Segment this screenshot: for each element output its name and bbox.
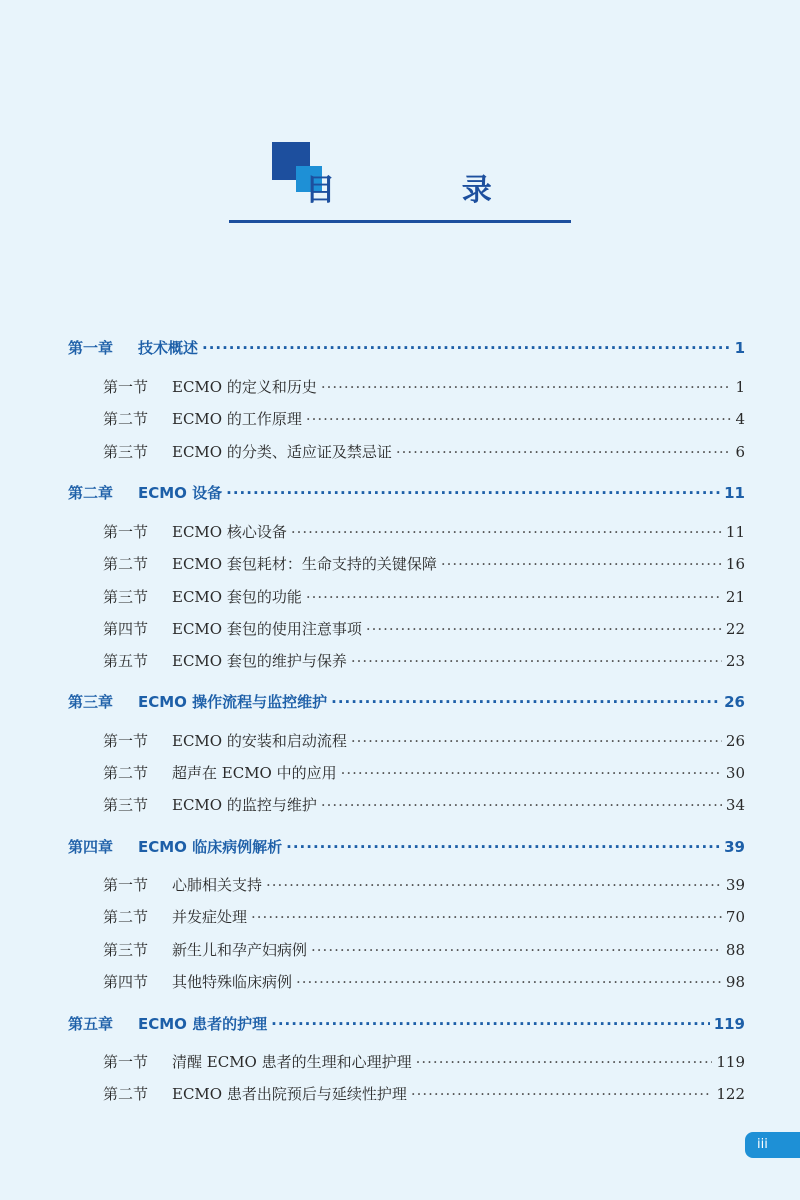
chapter-page-number: 119 bbox=[713, 1015, 745, 1033]
chapter-number: 第三章 bbox=[68, 693, 114, 711]
section-number: 第五节 bbox=[103, 652, 149, 670]
section-number: 第二节 bbox=[103, 908, 149, 926]
section-page-number: 39 bbox=[725, 876, 745, 894]
toc-section-row[interactable] bbox=[103, 408, 745, 429]
chapter-page-number: 11 bbox=[724, 484, 745, 502]
toc-section-row[interactable] bbox=[103, 971, 745, 992]
section-number: 第一节 bbox=[103, 876, 149, 894]
section-number: 第二节 bbox=[103, 764, 149, 782]
toc-section-row[interactable] bbox=[103, 794, 745, 815]
section-number: 第一节 bbox=[103, 523, 149, 541]
section-title: 其他特殊临床病例 bbox=[172, 973, 293, 991]
section-number: 第二节 bbox=[103, 410, 149, 428]
chapter-title: ECMO 设备 bbox=[138, 484, 223, 502]
section-number: 第四节 bbox=[103, 620, 149, 638]
dot-leader bbox=[311, 941, 722, 959]
dot-leader bbox=[226, 484, 720, 502]
chapter-number: 第四章 bbox=[68, 838, 114, 856]
toc-section-row[interactable] bbox=[103, 553, 745, 574]
dot-leader bbox=[441, 555, 722, 573]
dot-leader bbox=[271, 1015, 710, 1033]
section-page-number: 4 bbox=[735, 410, 745, 428]
dot-leader bbox=[266, 876, 722, 894]
section-title: ECMO 套包的功能 bbox=[172, 588, 302, 606]
section-page-number: 22 bbox=[725, 620, 745, 638]
toc-section-row[interactable] bbox=[103, 906, 745, 927]
dot-leader bbox=[351, 732, 722, 750]
chapter-number: 第一章 bbox=[68, 339, 114, 357]
toc-section-row[interactable] bbox=[103, 441, 745, 462]
dot-leader bbox=[366, 620, 722, 638]
toc-chapter-row[interactable] bbox=[68, 836, 745, 857]
chapter-title: 技术概述 bbox=[138, 339, 199, 357]
chapter-title: ECMO 操作流程与监控维护 bbox=[138, 693, 328, 711]
toc-section-row[interactable] bbox=[103, 650, 745, 671]
dot-leader bbox=[286, 838, 720, 856]
section-page-number: 34 bbox=[725, 796, 745, 814]
dot-leader bbox=[291, 523, 722, 541]
section-page-number: 1 bbox=[735, 378, 745, 396]
section-title: 新生儿和孕产妇病例 bbox=[172, 941, 308, 959]
section-page-number: 26 bbox=[725, 732, 745, 750]
dot-leader bbox=[202, 339, 731, 357]
dot-leader bbox=[331, 693, 720, 711]
section-number: 第一节 bbox=[103, 732, 149, 750]
section-page-number: 70 bbox=[725, 908, 745, 926]
section-title: 清醒 ECMO 患者的生理和心理护理 bbox=[172, 1053, 412, 1071]
section-page-number: 21 bbox=[725, 588, 745, 606]
section-number: 第四节 bbox=[103, 973, 149, 991]
section-page-number: 88 bbox=[725, 941, 745, 959]
dot-leader bbox=[396, 443, 732, 461]
section-number: 第一节 bbox=[103, 1053, 149, 1071]
title-underline bbox=[229, 220, 571, 223]
section-title: ECMO 的工作原理 bbox=[172, 410, 302, 428]
toc-section-row[interactable] bbox=[103, 730, 745, 751]
section-page-number: 119 bbox=[716, 1053, 745, 1071]
section-title: 心肺相关支持 bbox=[172, 876, 263, 894]
section-title: ECMO 核心设备 bbox=[172, 523, 287, 541]
section-number: 第三节 bbox=[103, 796, 149, 814]
page-title: 目 录 bbox=[305, 173, 550, 208]
dot-leader bbox=[411, 1085, 713, 1103]
dot-leader bbox=[306, 588, 722, 606]
toc-section-row[interactable] bbox=[103, 521, 745, 542]
section-title: ECMO 的监控与维护 bbox=[172, 796, 317, 814]
section-page-number: 30 bbox=[725, 764, 745, 782]
toc-chapter-row[interactable] bbox=[68, 691, 745, 712]
toc-section-row[interactable] bbox=[103, 376, 745, 397]
chapter-number: 第二章 bbox=[68, 484, 114, 502]
dot-leader bbox=[296, 973, 722, 991]
dot-leader bbox=[416, 1053, 713, 1071]
section-title: 超声在 ECMO 中的应用 bbox=[172, 764, 337, 782]
toc-chapter-row[interactable] bbox=[68, 482, 745, 503]
toc-section-row[interactable] bbox=[103, 762, 745, 783]
section-number: 第三节 bbox=[103, 941, 149, 959]
section-title: ECMO 患者出院预后与延续性护理 bbox=[172, 1085, 407, 1103]
dot-leader bbox=[351, 652, 722, 670]
section-page-number: 11 bbox=[725, 523, 745, 541]
section-title: 并发症处理 bbox=[172, 908, 248, 926]
section-title: ECMO 的分类、适应证及禁忌证 bbox=[172, 443, 392, 461]
dot-leader bbox=[251, 908, 722, 926]
toc-section-row[interactable] bbox=[103, 874, 745, 895]
toc-section-row[interactable] bbox=[103, 1083, 745, 1104]
toc-chapter-row[interactable] bbox=[68, 337, 745, 358]
dot-leader bbox=[321, 378, 732, 396]
chapter-title: ECMO 临床病例解析 bbox=[138, 838, 283, 856]
section-title: ECMO 的安装和启动流程 bbox=[172, 732, 347, 750]
page-number-badge: iii bbox=[745, 1132, 800, 1158]
section-page-number: 16 bbox=[725, 555, 745, 573]
section-page-number: 122 bbox=[716, 1085, 745, 1103]
section-number: 第三节 bbox=[103, 443, 149, 461]
chapter-page-number: 39 bbox=[724, 838, 745, 856]
dot-leader bbox=[306, 410, 732, 428]
dot-leader bbox=[341, 764, 722, 782]
section-page-number: 23 bbox=[725, 652, 745, 670]
section-number: 第二节 bbox=[103, 1085, 149, 1103]
section-page-number: 6 bbox=[735, 443, 745, 461]
section-number: 第三节 bbox=[103, 588, 149, 606]
section-number: 第一节 bbox=[103, 378, 149, 396]
toc-section-row[interactable] bbox=[103, 939, 745, 960]
toc-section-row[interactable] bbox=[103, 618, 745, 639]
section-number: 第二节 bbox=[103, 555, 149, 573]
section-title: ECMO 套包的维护与保养 bbox=[172, 652, 347, 670]
chapter-page-number: 26 bbox=[724, 693, 745, 711]
chapter-number: 第五章 bbox=[68, 1015, 114, 1033]
section-title: ECMO 套包的使用注意事项 bbox=[172, 620, 362, 638]
section-title: ECMO 套包耗材：生命支持的关键保障 bbox=[172, 555, 437, 573]
toc-section-row[interactable] bbox=[103, 586, 745, 607]
dot-leader bbox=[321, 796, 722, 814]
section-title: ECMO 的定义和历史 bbox=[172, 378, 317, 396]
toc-chapter-row[interactable] bbox=[68, 1013, 745, 1034]
section-page-number: 98 bbox=[725, 973, 745, 991]
chapter-title: ECMO 患者的护理 bbox=[138, 1015, 268, 1033]
chapter-page-number: 1 bbox=[734, 339, 745, 357]
toc-section-row[interactable] bbox=[103, 1051, 745, 1072]
